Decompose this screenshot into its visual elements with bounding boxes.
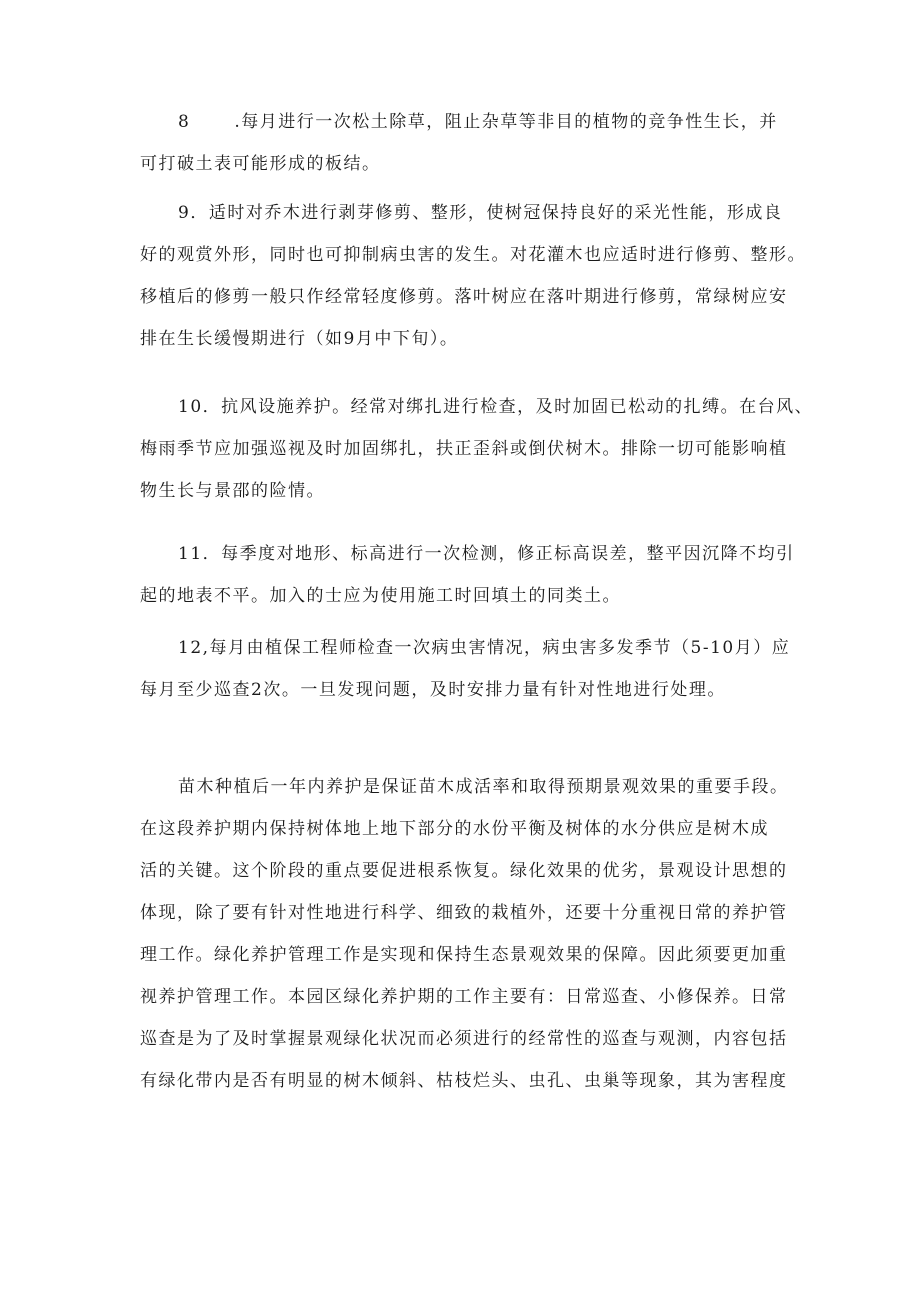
text-line: 活的关键。这个阶段的重点要促进根系恢复。绿化效果的优劣，景观设计思想的 <box>140 861 788 881</box>
text-line: 有绿化带内是否有明显的树木倾斜、枯枝烂头、虫孔、虫巢等现象，其为害程度 <box>140 1071 788 1091</box>
text-line: 11．每季度对地形、标高进行一次检测，修正标高误差，整平因沉降不均引 <box>178 544 795 564</box>
text-line: 梅雨季节应加强巡视及时加固绑扎，扶正歪斜或倒伏树木。排除一切可能影响植 <box>140 439 788 459</box>
text-line: 物生长与景邵的险情。 <box>140 481 325 501</box>
paragraph-item-11 <box>140 533 840 617</box>
item-number: 8 <box>178 112 191 132</box>
text-line: 在这段养护期内保持树体地上地下部分的水份平衡及树体的水分供应是树木成 <box>140 819 769 839</box>
text-line: 视养护管理工作。本园区绿化养护期的工作主要有：日常巡查、小修保养。日常 <box>140 987 788 1007</box>
text-line: 苗木种植后一年内养护是保证苗木成活率和取得预期景观效果的重要手段。 <box>178 777 789 797</box>
text-line: 移植后的修剪一般只作经常轻度修剪。落叶树应在落叶期进行修剪，常绿树应安 <box>140 287 788 307</box>
paragraph-item-8 <box>140 101 840 185</box>
text-line: 9．适时对乔木进行剥芽修剪、整形，使树冠保持良好的采光性能，形成良 <box>178 203 783 223</box>
text-line: 10．抗风设施养护。经常对绑扎进行检查，及时加固已松动的扎缚。在台风、 <box>178 397 814 417</box>
paragraph-item-9 <box>140 192 840 360</box>
paragraph-item-12 <box>140 627 840 711</box>
text-line: 排在生长缓慢期进行（如9月中下旬）。 <box>140 329 459 349</box>
text-line: 好的观赏外形，同时也可抑制病虫害的发生。对花灌木也应适时进行修剪、整形。 <box>140 245 806 265</box>
paragraph-summary <box>140 766 840 1102</box>
text-line: 体现，除了要有针对性地进行科学、细致的栽植外，还要十分重视日常的养护管 <box>140 903 788 923</box>
text-line: 12,每月由植保工程师检查一次病虫害情况，病虫害多发季节（5-10月）应 <box>178 638 791 658</box>
text-line <box>140 101 840 143</box>
text-line: 可打破土表可能形成的板结。 <box>140 154 381 174</box>
item-text: .每月进行一次松土除草，阻止杂草等非目的植物的竞争性生长，并 <box>234 112 778 132</box>
text-line: 理工作。绿化养护管理工作是实现和保持生态景观效果的保障。因此须要更加重 <box>140 945 788 965</box>
paragraph-item-10 <box>140 386 840 512</box>
text-line: 每月至少巡查2次。一旦发现问题，及时安排力量有针对性地进行处理。 <box>140 680 726 700</box>
text-line: 巡查是为了及时掌握景观绿化状况而必须进行的经常性的巡查与观测，内容包括 <box>140 1029 788 1049</box>
text-line: 起的地表不平。加入的士应为使用施工时回填土的同类土。 <box>140 586 621 606</box>
